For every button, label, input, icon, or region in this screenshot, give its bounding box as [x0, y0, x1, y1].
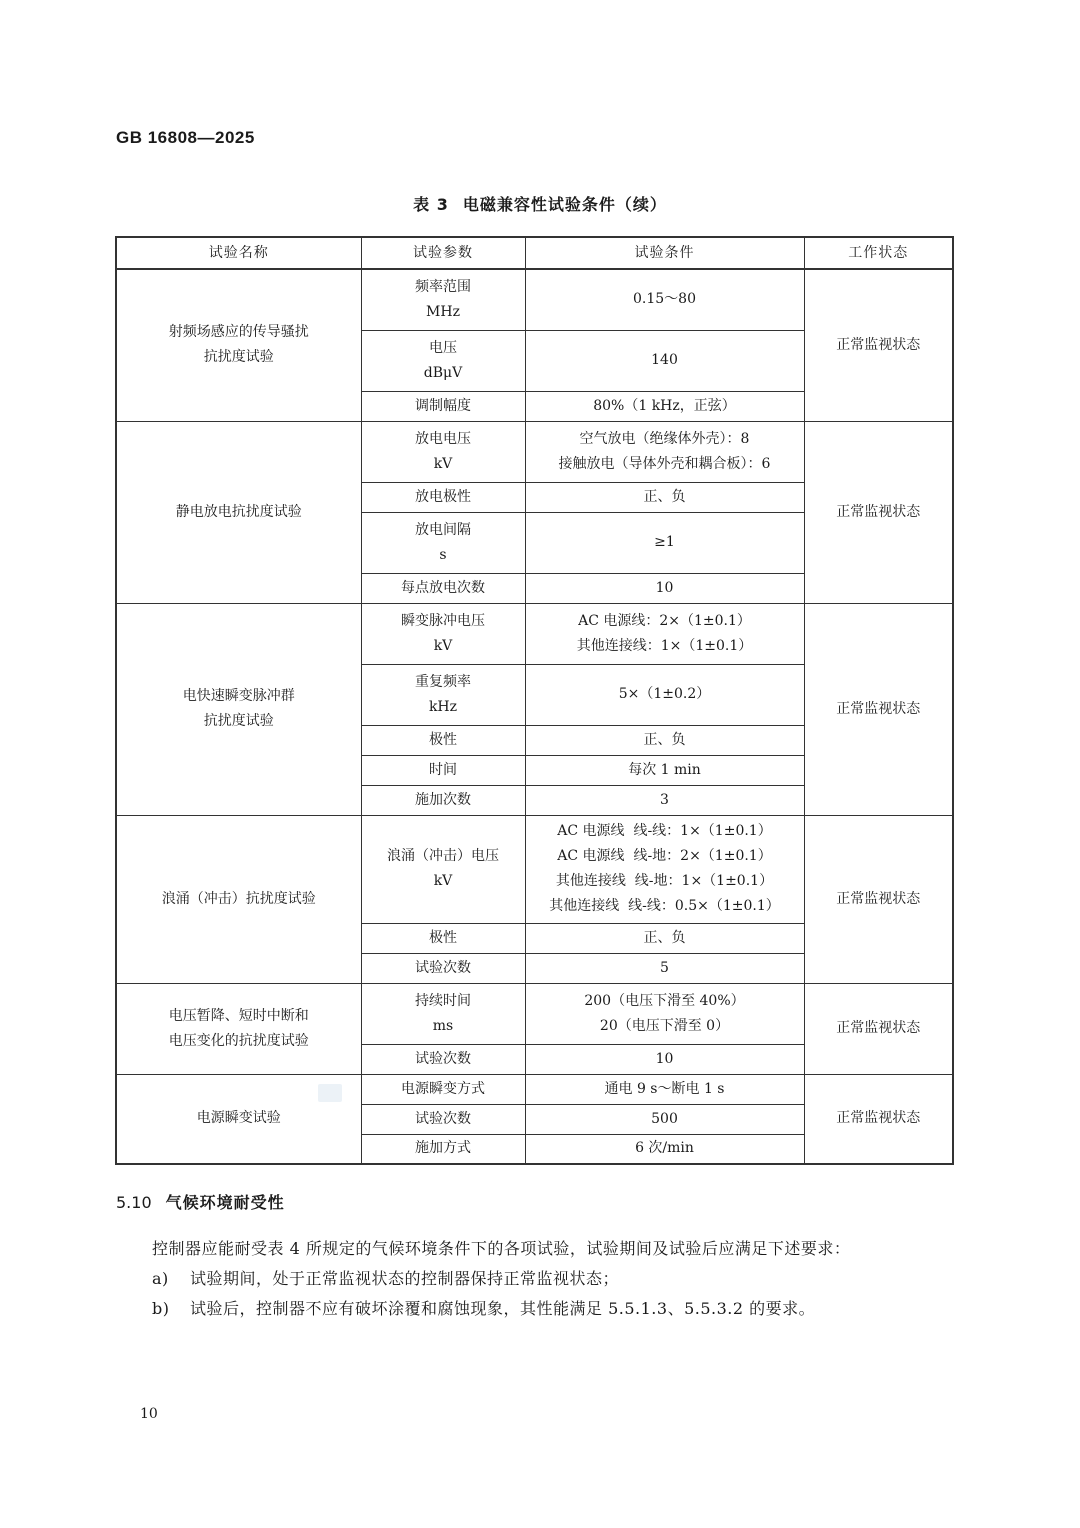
test-condition-cell [525, 725, 804, 755]
test-condition-line: 其他连接线：1×（1±0.1） [576, 637, 753, 654]
test-param-cell [361, 573, 525, 603]
test-condition-line: AC 电源线：2×（1±0.1） [578, 612, 751, 629]
test-param-line: 施加方式 [415, 1140, 471, 1157]
test-param-line: 电源瞬变方式 [401, 1080, 485, 1097]
test-condition-line: AC 电源线 线-地：2×（1±0.1） [557, 848, 772, 864]
header-test-name: 试验名称 [116, 237, 361, 269]
test-name-line: 电快速瞬变脉冲群 [182, 688, 295, 704]
header-work-state: 工作状态 [804, 237, 953, 269]
test-param-line: 浪涌（冲击）电压 [387, 848, 499, 864]
test-condition-cell [525, 603, 804, 664]
test-condition-cell [525, 573, 804, 603]
test-condition-cell [525, 1074, 804, 1104]
test-condition-line: 10 [655, 1050, 674, 1067]
test-condition-cell [525, 755, 804, 785]
header-test-param: 试验参数 [361, 237, 525, 269]
table-row [116, 421, 953, 482]
emc-conditions-table [115, 236, 954, 1165]
test-condition-line: 其他连接线 线-地：1×（1±0.1） [555, 873, 774, 889]
test-condition-line: 6 次/min [635, 1140, 694, 1157]
work-state-cell: 正常监视状态 [804, 983, 953, 1074]
test-param-cell [361, 755, 525, 785]
test-param-line: dBμV [423, 364, 463, 381]
test-param-line: 每点放电次数 [401, 579, 485, 596]
test-param-cell [361, 815, 525, 923]
test-param-line: 放电电压 [415, 430, 471, 447]
test-param-line: 持续时间 [415, 992, 471, 1009]
test-condition-line: 通电 9 s～断电 1 s [604, 1080, 725, 1097]
test-param-cell [361, 391, 525, 421]
test-condition-line: 正、负 [643, 929, 686, 946]
test-param-line: 重复频率 [415, 673, 471, 690]
test-condition-line: 80%（1 kHz，正弦） [593, 397, 736, 414]
test-name-line: 浪涌（冲击）抗扰度试验 [161, 890, 316, 907]
test-name-line: 静电放电抗扰度试验 [175, 503, 302, 520]
work-state-cell: 正常监视状态 [804, 603, 953, 815]
test-param-line: MHz [426, 303, 460, 320]
test-param-cell [361, 1074, 525, 1104]
test-condition-line: 0.15～80 [633, 291, 696, 308]
test-param-line: 试验次数 [415, 1110, 471, 1127]
test-param-cell [361, 1044, 525, 1074]
table-row [116, 603, 953, 664]
test-name-line: 电压变化的抗扰度试验 [168, 1032, 309, 1049]
test-param-cell [361, 269, 525, 330]
section-title: 气候环境耐受性 [165, 1193, 285, 1212]
test-condition-cell [525, 391, 804, 421]
table-caption: 电磁兼容性试验条件（续） [462, 195, 667, 214]
test-param-cell [361, 603, 525, 664]
test-condition-line: 接触放电（导体外壳和耦合板）：6 [558, 455, 771, 472]
document-code: GB 16808—2025 [116, 128, 255, 147]
table-row [116, 815, 953, 923]
work-state-cell: 正常监视状态 [804, 1074, 953, 1164]
test-name-line: 抗扰度试验 [203, 713, 274, 729]
test-param-cell [361, 923, 525, 953]
test-param-line: 极性 [429, 929, 457, 946]
test-condition-cell [525, 512, 804, 573]
test-param-cell [361, 725, 525, 755]
section-heading [116, 1190, 285, 1213]
test-name-cell [116, 815, 361, 983]
test-condition-cell [525, 1044, 804, 1074]
test-name-cell [116, 269, 361, 421]
test-condition-line: 3 [660, 791, 669, 808]
test-param-line: 时间 [429, 761, 457, 778]
test-condition-line: 每次 1 min [628, 761, 701, 778]
test-name-cell [116, 603, 361, 815]
test-condition-cell [525, 1134, 804, 1164]
work-state-cell: 正常监视状态 [804, 269, 953, 421]
test-param-line: 放电间隔 [415, 521, 471, 538]
test-param-line: 试验次数 [415, 1050, 471, 1067]
page-number: 10 [140, 1406, 158, 1422]
section-intro: 控制器应能耐受表 4 所规定的气候环境条件下的各项试验，试验期间及试验后应满足下述要求： [152, 1239, 851, 1258]
test-param-line: 施加次数 [415, 791, 471, 808]
test-param-cell [361, 983, 525, 1044]
test-param-cell [361, 953, 525, 983]
test-param-line: 试验次数 [415, 959, 471, 976]
list-item-a-text: 试验期间，处于正常监视状态的控制器保持正常监视状态； [190, 1269, 620, 1288]
test-param-cell [361, 330, 525, 391]
test-condition-cell [525, 953, 804, 983]
table-number: 表 3 [413, 195, 449, 214]
list-item-b-text: 试验后，控制器不应有破坏涂覆和腐蚀现象，其性能满足 5.5.1.3、5.5.3.2 的要求。 [190, 1299, 816, 1318]
test-condition-cell [525, 421, 804, 482]
test-param-line: s [439, 546, 447, 563]
test-param-cell [361, 1134, 525, 1164]
test-param-line: kV [433, 637, 453, 654]
test-param-line: 调制幅度 [415, 397, 471, 414]
test-condition-line: 140 [651, 352, 678, 368]
test-condition-line: 20（电压下滑至 0） [599, 1017, 730, 1034]
watermark-stamp [318, 1084, 342, 1102]
test-condition-cell [525, 983, 804, 1044]
test-param-line: 放电极性 [415, 488, 471, 505]
test-condition-cell [525, 1104, 804, 1134]
table-row [116, 983, 953, 1044]
test-param-line: kHz [428, 698, 458, 715]
test-condition-line: 200（电压下滑至 40%） [584, 992, 745, 1009]
test-condition-line: 5 [660, 959, 669, 976]
test-condition-cell [525, 815, 804, 923]
test-param-line: 频率范围 [415, 278, 471, 295]
test-name-line: 电压暂降、短时中断和 [168, 1007, 309, 1024]
test-condition-cell [525, 330, 804, 391]
test-name-cell [116, 421, 361, 603]
test-condition-line: 5×（1±0.2） [618, 686, 711, 702]
list-item-a [116, 1266, 619, 1289]
test-param-cell [361, 664, 525, 725]
test-param-cell [361, 421, 525, 482]
test-condition-line: 空气放电（绝缘体外壳）：8 [579, 430, 750, 447]
table-row [116, 1074, 953, 1104]
test-condition-line: 正、负 [643, 488, 686, 505]
test-param-cell [361, 482, 525, 512]
list-item-b [116, 1296, 815, 1319]
test-condition-line: 10 [655, 579, 674, 596]
table-row [116, 269, 953, 330]
test-condition-cell [525, 269, 804, 330]
test-condition-line: AC 电源线 线-线：1×（1±0.1） [557, 823, 772, 839]
test-condition-line: 其他连接线 线-线：0.5×（1±0.1） [549, 898, 780, 914]
test-name-line: 射频场感应的传导骚扰 [168, 324, 309, 341]
test-condition-line: ≥1 [654, 534, 675, 550]
list-item-b-label: b) [152, 1299, 170, 1318]
work-state-cell: 正常监视状态 [804, 815, 953, 983]
section-number: 5.10 [116, 1193, 152, 1212]
test-param-line: 瞬变脉冲电压 [401, 612, 485, 629]
test-param-line: ms [432, 1017, 454, 1034]
test-param-line: kV [433, 455, 453, 472]
header-test-condition: 试验条件 [525, 237, 804, 269]
test-name-line: 抗扰度试验 [203, 349, 274, 366]
test-condition-cell [525, 923, 804, 953]
test-param-line: 极性 [429, 731, 457, 748]
test-param-cell [361, 1104, 525, 1134]
test-name-cell [116, 983, 361, 1074]
test-param-line: kV [433, 873, 453, 889]
test-condition-line: 正、负 [643, 731, 686, 748]
test-condition-cell [525, 664, 804, 725]
test-condition-cell [525, 482, 804, 512]
work-state-cell: 正常监视状态 [804, 421, 953, 603]
test-param-line: 电压 [429, 339, 457, 356]
list-item-a-label: a) [152, 1269, 169, 1288]
test-param-cell [361, 512, 525, 573]
test-param-cell [361, 785, 525, 815]
test-name-line: 电源瞬变试验 [196, 1110, 281, 1127]
test-condition-line: 500 [651, 1110, 678, 1127]
test-condition-cell [525, 785, 804, 815]
table-title [0, 192, 1080, 215]
table-header-row [116, 237, 953, 269]
